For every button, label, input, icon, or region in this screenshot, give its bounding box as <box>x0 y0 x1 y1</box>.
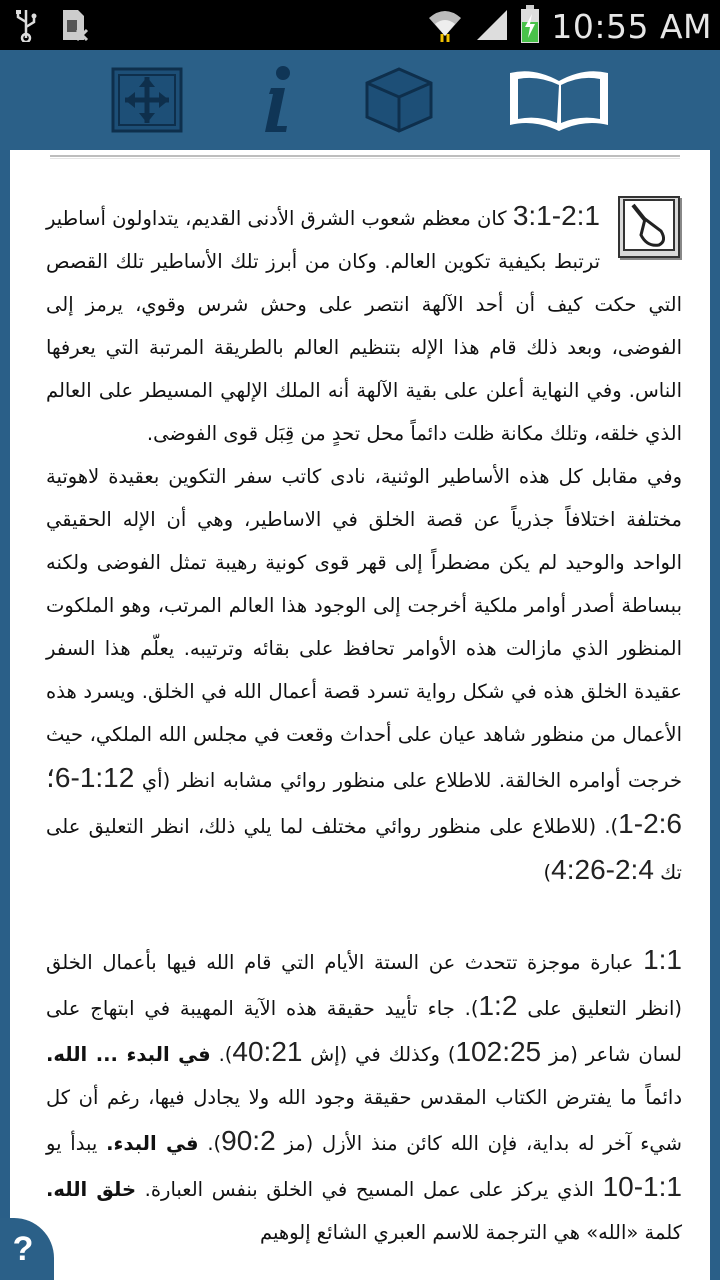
verse-ref[interactable]: 102:25 <box>455 1036 542 1067</box>
sim-icon <box>60 8 90 46</box>
bold-term: في البدء ... الله. <box>46 1043 211 1066</box>
book-icon <box>504 65 614 139</box>
help-button[interactable]: ? <box>0 1218 54 1280</box>
toolbar <box>0 50 720 150</box>
paragraph-text: الذي يركز على عمل المسيح في الخلق بنفس العبارة. <box>144 1178 594 1201</box>
article-text <box>46 194 682 1254</box>
paragraph-text: يبدأ يو <box>46 1132 98 1155</box>
paragraph-text: ). جاء تأييد حقيقة هذه الآية المهيبة في ابتهاج على لسان شاعر (مز <box>46 997 682 1066</box>
paragraph-2 <box>46 455 682 894</box>
status-bar <box>0 0 720 50</box>
paragraph-text: ) <box>543 861 552 884</box>
book-button[interactable] <box>502 66 616 138</box>
contents-button[interactable] <box>108 66 186 138</box>
verse-ref[interactable]: 40:21 <box>232 1036 303 1067</box>
verse-ref[interactable]: 3:1-2:1 <box>512 200 600 231</box>
paragraph-1 <box>46 194 682 455</box>
contents-icon <box>111 67 183 137</box>
box-button[interactable] <box>360 66 438 138</box>
content-page <box>10 150 710 1280</box>
info-icon <box>257 64 297 140</box>
paragraph-text: دائماً ما يفترض الكتاب المقدس حقيقة وجود الله ولا يجادل فيها، رغم أن كل شيء آخر له بداية، فإن الله كائن منذ الأزل (مز <box>46 1086 683 1155</box>
paragraph-text: ). <box>207 1132 222 1155</box>
box-icon <box>363 65 435 139</box>
verse-ref[interactable]: 1:12-6؛ 2:6-1 <box>46 762 682 839</box>
paragraph-text: ). (للاطلاع على منظور روائي مختلف لما يلي ذلك، انظر التعليق على تك <box>46 815 682 884</box>
clock: 10:55 AM <box>551 6 712 46</box>
verse-ref[interactable]: 1:1-10 <box>602 1171 682 1202</box>
bold-term: خلق الله. <box>46 1178 137 1201</box>
verse-ref[interactable]: 2:4-4:26 <box>551 854 654 885</box>
paragraph-text: عبارة موجزة تتحدث عن الستة الأيام التي قام الله فيها بأعمال الخلق (انظر التعليق على <box>46 951 683 1020</box>
paragraph-text: كان معظم شعوب الشرق الأدنى القديم، يتداولون أساطير ترتبط بكيفية تكوين العالم. وكان من أبرز تلك الأساطير تلك القصص التي حكت كيف أن أحد الآلهة انتصر على وحش شرس وقوي، يرمز إلى الفوضى، وبعد ذلك قام هذا الإله بتنظيم العالم بالطريقة المرتبة التي يعرفها الناس. وفي النهاية أعلن على بقية الآلهة أنه الملك الإلهي المسيطر على العالم الذي خلقه، وتلك مكانة ظلت دائماً محل تحدٍ من قِبَل قوى الفوضى. <box>46 207 682 445</box>
verse-ref[interactable]: 1:1 <box>643 944 682 975</box>
paragraph-text: كلمة «الله» هي الترجمة للاسم العبري الشائع إلوهيم <box>260 1221 682 1244</box>
paragraph-text: وفي مقابل كل هذه الأساطير الوثنية، نادى كاتب سفر التكوين بعقيدة لاهوتية مختلفة اختلافاً جذرياً عن قصة الخلق في الاساطير، وهي أن الإله الحقيقي الواحد والوحيد لم يكن مضطراً إلى قهر قوى كونية رهيبة تمثل الفوضى ولكنه ببساطة أصدر أوامر ملكية أخرجت إلى الوجود هذا العالم المرتب، وهو الملكوت المنظور الذي مازالت هذه الأوامر تحافظ على بقائه وترتيبه. يعلّم هذا السفر عقيدة الخلق هذه في شكل رواية تسرد قصة أعمال الله في الخلق. ويسرد هذه الأعمال من منظور شاهد عيان على أحداث وقعت في مجلس الله الملكي، حيث خرجت أوامره الخالقة. للاطلاع على منظور روائي مشابه انظر (أي <box>46 465 683 792</box>
usb-icon <box>14 8 38 46</box>
info-button[interactable] <box>238 66 316 138</box>
verse-ref[interactable]: 90:2 <box>221 1125 276 1156</box>
battery-icon <box>519 4 541 48</box>
wifi-icon <box>425 4 465 48</box>
paragraph-text: ) وكذلك في (إش <box>310 1043 456 1066</box>
signal-icon <box>475 6 509 46</box>
divider-shadow <box>50 158 680 159</box>
divider <box>50 155 680 157</box>
paragraph-text: ). <box>218 1043 233 1066</box>
paragraph-3 <box>46 938 682 1254</box>
bold-term: في البدء. <box>106 1132 199 1155</box>
verse-ref[interactable]: 1:2 <box>478 990 518 1021</box>
